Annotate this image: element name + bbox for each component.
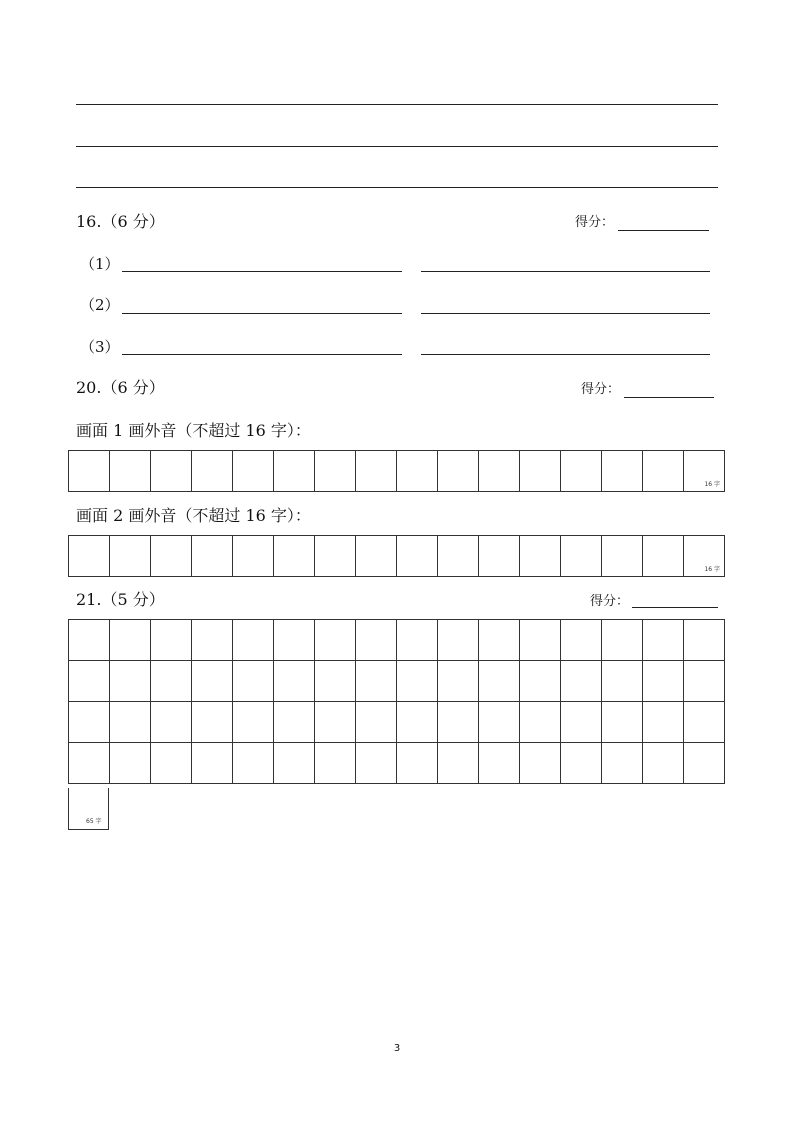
grid-capacity-label: 16 字: [704, 481, 720, 488]
grid-cell[interactable]: [274, 536, 315, 577]
question-16-item-3-label: （3）: [80, 338, 120, 356]
grid-cell[interactable]: [110, 661, 151, 702]
question-16-item-2-answer-b[interactable]: [421, 313, 710, 314]
grid-cell[interactable]: [192, 620, 233, 661]
grid-cell[interactable]: [110, 702, 151, 743]
grid-cell[interactable]: [397, 661, 438, 702]
grid-cell[interactable]: [684, 536, 725, 577]
question-16-item-1-answer-b[interactable]: [421, 271, 710, 272]
question-21-title: 21.（5 分）: [76, 590, 165, 609]
grid-cell[interactable]: [397, 536, 438, 577]
question-16-score-label: 得分：: [575, 215, 615, 230]
answer-line[interactable]: [76, 146, 718, 147]
question-20-title: 20.（6 分）: [76, 378, 165, 397]
grid-cell[interactable]: [520, 661, 561, 702]
grid-cell[interactable]: [643, 620, 684, 661]
grid-cell[interactable]: [479, 620, 520, 661]
grid-cell[interactable]: [438, 661, 479, 702]
grid-cell[interactable]: [602, 620, 643, 661]
grid-cell[interactable]: [520, 702, 561, 743]
answer-line[interactable]: [76, 187, 718, 188]
grid-cell[interactable]: [233, 536, 274, 577]
grid-cell[interactable]: [561, 451, 602, 492]
grid-cell[interactable]: [192, 536, 233, 577]
grid-cell[interactable]: [561, 620, 602, 661]
grid-cell[interactable]: [274, 451, 315, 492]
question-21-score-field[interactable]: [632, 607, 718, 608]
grid-cell[interactable]: [684, 620, 725, 661]
grid-cell[interactable]: [192, 451, 233, 492]
question-16-title: 16.（6 分）: [76, 212, 165, 231]
grid-cell[interactable]: [438, 536, 479, 577]
question-21-score-label: 得分：: [590, 594, 630, 609]
grid-cell[interactable]: [561, 702, 602, 743]
grid-cell[interactable]: [233, 661, 274, 702]
grid-cell[interactable]: [315, 743, 356, 784]
grid-cell[interactable]: [315, 661, 356, 702]
grid-cell[interactable]: [397, 620, 438, 661]
grid-cell[interactable]: [520, 743, 561, 784]
grid-cell[interactable]: [438, 702, 479, 743]
grid-cell[interactable]: [110, 743, 151, 784]
grid-cell[interactable]: [151, 536, 192, 577]
question-20-prompt-1: 画面 1 画外音（不超过 16 字）：: [76, 421, 311, 440]
grid-cell[interactable]: [356, 620, 397, 661]
grid-cell[interactable]: [643, 702, 684, 743]
grid-cell[interactable]: [315, 536, 356, 577]
grid-cell[interactable]: [315, 702, 356, 743]
question-16-item-3-answer-a[interactable]: [122, 354, 402, 355]
grid-cell[interactable]: [479, 661, 520, 702]
question-16-item-2-answer-a[interactable]: [122, 313, 402, 314]
grid-cell[interactable]: [69, 451, 110, 492]
grid-cell[interactable]: [356, 743, 397, 784]
page-number: 3: [393, 1043, 401, 1054]
grid-cell[interactable]: [110, 620, 151, 661]
grid-cell[interactable]: [397, 743, 438, 784]
grid-cell[interactable]: [192, 702, 233, 743]
grid-cell[interactable]: [602, 661, 643, 702]
grid-cell[interactable]: [561, 661, 602, 702]
question-21-grid-last-cell[interactable]: [68, 788, 109, 830]
question-20-score-label: 得分：: [581, 382, 621, 397]
grid-cell[interactable]: [479, 536, 520, 577]
grid-cell[interactable]: [479, 702, 520, 743]
grid-cell[interactable]: [520, 536, 561, 577]
question-20-prompt-2: 画面 2 画外音（不超过 16 字）：: [76, 506, 311, 525]
grid-cell[interactable]: [233, 743, 274, 784]
grid-cell[interactable]: [274, 702, 315, 743]
grid-cell[interactable]: [520, 451, 561, 492]
question-20-grid-1: [68, 450, 725, 492]
grid-cell[interactable]: [192, 661, 233, 702]
grid-cell[interactable]: [438, 620, 479, 661]
grid-cell[interactable]: [233, 620, 274, 661]
grid-cell[interactable]: [274, 743, 315, 784]
grid-cell[interactable]: [274, 661, 315, 702]
grid-cell[interactable]: [438, 451, 479, 492]
grid-cell[interactable]: [561, 743, 602, 784]
grid-cell[interactable]: [397, 702, 438, 743]
grid-cell[interactable]: [274, 620, 315, 661]
grid-cell[interactable]: [479, 451, 520, 492]
grid-cell[interactable]: [684, 661, 725, 702]
grid-cell[interactable]: [356, 702, 397, 743]
grid-cell[interactable]: [397, 451, 438, 492]
grid-cell[interactable]: [356, 661, 397, 702]
grid-cell[interactable]: [602, 702, 643, 743]
question-20-score-field[interactable]: [624, 397, 714, 398]
question-16-item-3-answer-b[interactable]: [421, 354, 710, 355]
grid-cell[interactable]: [110, 451, 151, 492]
grid-cell[interactable]: [69, 661, 110, 702]
grid-cell[interactable]: [110, 536, 151, 577]
grid-cell[interactable]: [602, 451, 643, 492]
grid-cell[interactable]: [643, 451, 684, 492]
grid-cell[interactable]: [233, 702, 274, 743]
grid-cell[interactable]: [561, 536, 602, 577]
grid-cell[interactable]: [315, 620, 356, 661]
grid-cell[interactable]: [520, 620, 561, 661]
grid-cell[interactable]: [151, 451, 192, 492]
grid-cell[interactable]: [192, 743, 233, 784]
grid-cell[interactable]: [684, 702, 725, 743]
grid-cell[interactable]: [684, 451, 725, 492]
grid-cell[interactable]: [438, 743, 479, 784]
grid-cell[interactable]: [602, 536, 643, 577]
grid-cell[interactable]: [356, 536, 397, 577]
grid-cell[interactable]: [69, 743, 110, 784]
question-21-grid: [68, 619, 725, 784]
answer-line[interactable]: [76, 104, 718, 105]
question-16-item-2-label: （2）: [80, 296, 120, 314]
question-16-item-1-label: （1）: [80, 255, 120, 273]
grid-cell[interactable]: [151, 702, 192, 743]
grid-cell[interactable]: [684, 743, 725, 784]
grid-cell[interactable]: [315, 451, 356, 492]
grid-cell[interactable]: [151, 743, 192, 784]
grid-cell[interactable]: [69, 620, 110, 661]
grid-cell[interactable]: [69, 536, 110, 577]
grid-cell[interactable]: [151, 661, 192, 702]
grid-cell[interactable]: [233, 451, 274, 492]
grid-cell[interactable]: [479, 743, 520, 784]
question-16-score-field[interactable]: [618, 230, 709, 231]
grid-capacity-label: 16 字: [704, 566, 720, 573]
grid-cell[interactable]: [643, 743, 684, 784]
grid-cell[interactable]: [643, 536, 684, 577]
grid-capacity-label: 65 字: [86, 818, 102, 825]
question-16-item-1-answer-a[interactable]: [122, 271, 402, 272]
grid-cell[interactable]: [69, 702, 110, 743]
grid-cell[interactable]: [151, 620, 192, 661]
question-20-grid-2: [68, 535, 725, 577]
grid-cell[interactable]: [643, 661, 684, 702]
grid-cell[interactable]: [356, 451, 397, 492]
grid-cell[interactable]: [602, 743, 643, 784]
